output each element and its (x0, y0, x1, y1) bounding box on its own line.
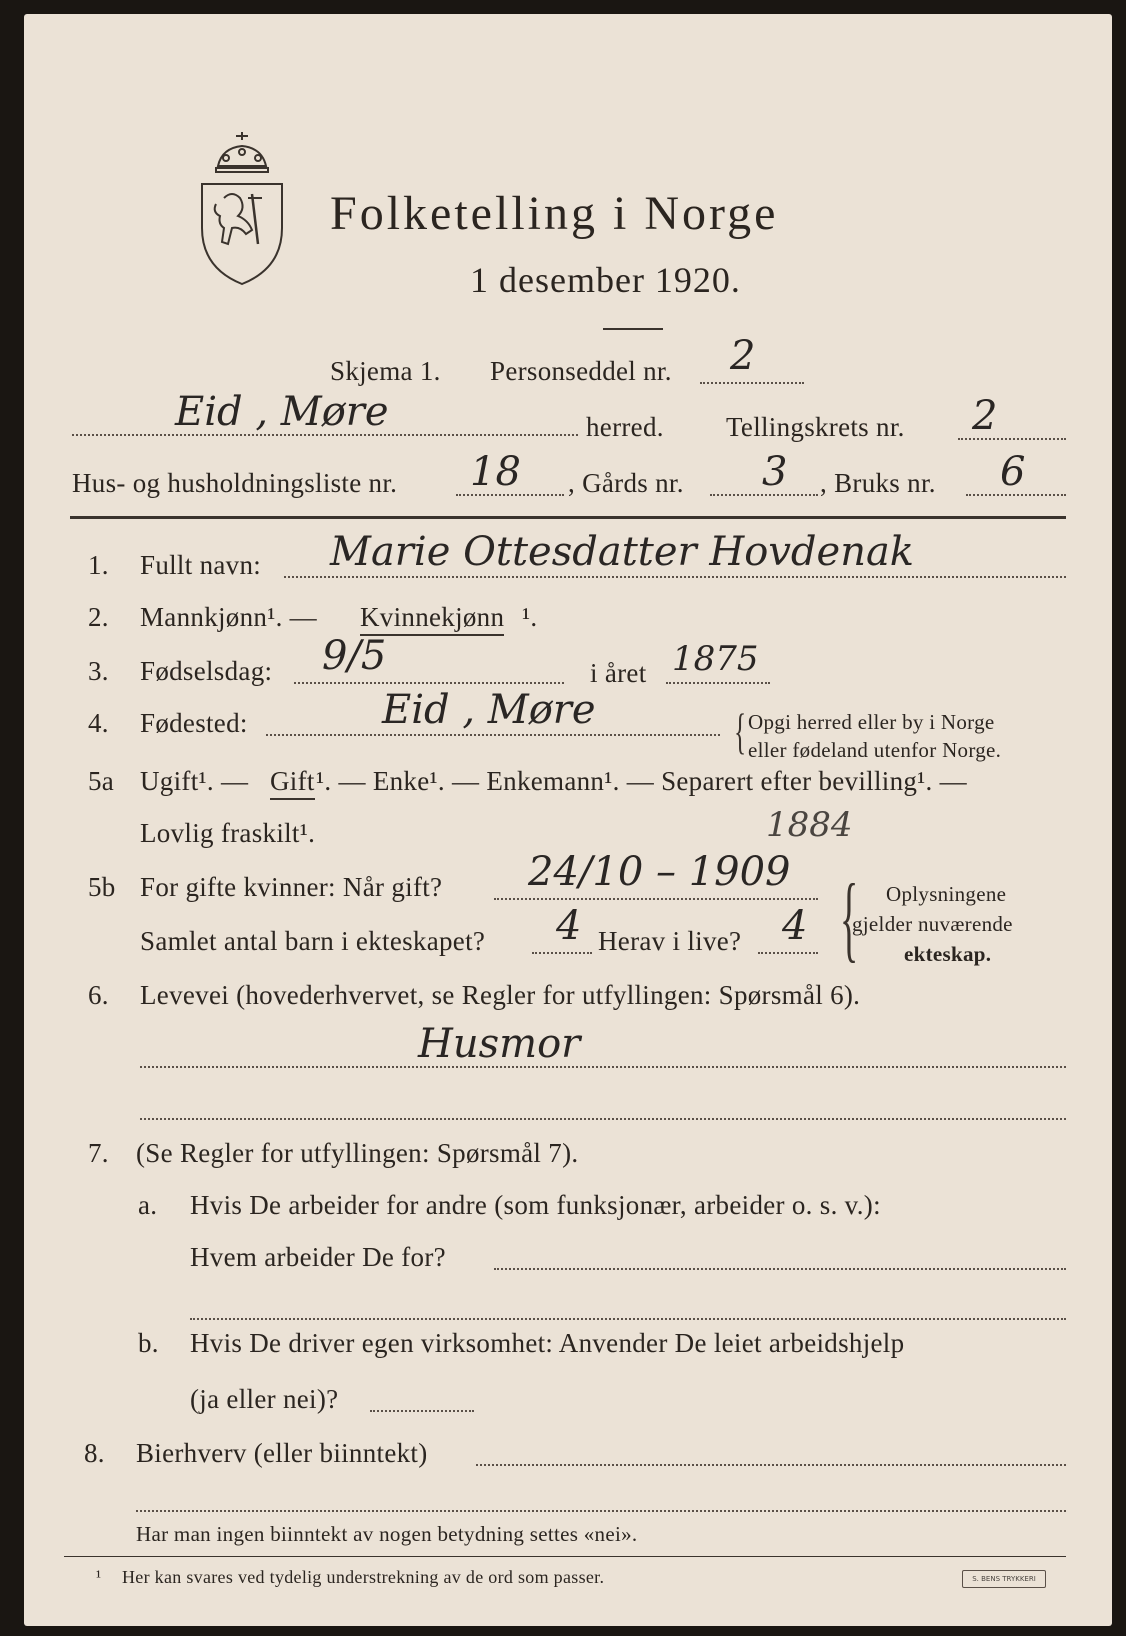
gift-option: Gift (270, 768, 315, 800)
q5b-number: 5b (88, 872, 116, 902)
full-name-value: Marie Ottesdatter Hovdenak (330, 529, 915, 575)
birthday-value: 9/5 (322, 633, 387, 679)
tellingskrets-value: 2 (972, 393, 998, 439)
marital-other-options: ¹. — Enke¹. — Enkemann¹. — Separert efter bevilling¹. — (316, 766, 967, 796)
mannkjonn-option: Mannkjønn¹. — (140, 602, 317, 632)
q3-number: 3. (88, 656, 109, 686)
barn-value: 4 (556, 903, 582, 949)
gards-label: , Gårds nr. (568, 468, 684, 498)
personseddel-label: Personseddel nr. (490, 356, 672, 386)
coat-of-arms-icon (196, 128, 288, 288)
q5b-note-line1: Oplysningene (886, 882, 1007, 906)
printer-stamp (962, 1570, 1046, 1588)
barn-field (532, 952, 592, 954)
q6-label: Levevei (hovederhvervet, se Regler for utfyllingen: Spørsmål 6). (140, 980, 861, 1010)
q7-label: (Se Regler for utfyllingen: Spørsmål 7). (136, 1138, 579, 1168)
live-field (758, 952, 818, 954)
form-date: 1 desember 1920. (470, 260, 741, 300)
q2-number: 2. (88, 602, 109, 632)
occupation-field-2 (140, 1118, 1066, 1120)
q1-number: 1. (88, 550, 109, 580)
employer-field-2 (190, 1318, 1066, 1320)
form-title: Folketelling i Norge (330, 187, 779, 240)
barn-label: Samlet antal barn i ekteskapet? (140, 926, 486, 956)
hired-help-field (370, 1410, 474, 1412)
q7b-line2: (ja eller nei)? (190, 1384, 339, 1414)
live-value: 4 (782, 903, 808, 949)
q5b-note-line3: ekteskap. (904, 942, 992, 966)
q4-number: 4. (88, 708, 109, 738)
personseddel-field (700, 382, 804, 384)
herred-label: herred. (586, 412, 664, 442)
side-income-field-2 (136, 1510, 1066, 1512)
q7a-line1: Hvis De arbeider for andre (som funksjonær, arbeider o. s. v.): (190, 1190, 881, 1220)
herred-value: Eid , Møre (175, 389, 389, 435)
hus-value: 18 (470, 449, 521, 495)
birthday-field (294, 682, 564, 684)
footnote-mark: ¹ (96, 1567, 102, 1586)
q4-label: Fødested: (140, 708, 248, 738)
birthplace-value: Eid , Møre (382, 687, 596, 733)
live-label: Herav i live? (598, 926, 742, 956)
full-name-field (284, 576, 1066, 578)
footnote-text: Her kan svares ved tydelig understrekning av de ord som passer. (122, 1567, 605, 1587)
q8-label: Bierhverv (eller biinntekt) (136, 1438, 428, 1468)
bruks-value: 6 (1000, 449, 1026, 495)
footnote-divider (64, 1556, 1066, 1557)
fraskilt-option: Lovlig fraskilt¹. (140, 818, 316, 848)
q4-brace: { (734, 703, 747, 759)
marital-annotation: 1884 (766, 805, 853, 845)
q4-note-line2: eller fødeland utenfor Norge. (748, 738, 1002, 762)
q3-label: Fødselsdag: (140, 656, 273, 686)
hus-label: Hus- og husholdningsliste nr. (72, 468, 398, 498)
bruks-label: , Bruks nr. (820, 468, 936, 498)
side-income-field-1 (476, 1464, 1066, 1466)
birth-year-value: 1875 (672, 639, 759, 679)
q8-number: 8. (84, 1438, 105, 1468)
q7-number: 7. (88, 1138, 109, 1168)
printer-stamp-text: S. BENS TRYKKERI (972, 1575, 1036, 1583)
married-date-field (494, 898, 818, 900)
q5b-label: For gifte kvinner: Når gift? (140, 872, 443, 902)
q1-label: Fullt navn: (140, 550, 262, 580)
tellingskrets-label: Tellingskrets nr. (726, 412, 905, 442)
q7b-line1: Hvis De driver egen virksomhet: Anvender De leiet arbeidshjelp (190, 1328, 905, 1358)
q7a-letter: a. (138, 1190, 158, 1220)
kvinnekjonn-option: Kvinnekjønn (360, 604, 504, 636)
occupation-value: Husmor (418, 1021, 581, 1067)
year-label: i året (590, 658, 647, 688)
employer-field-1 (494, 1268, 1066, 1270)
occupation-field-1 (140, 1066, 1066, 1068)
q7a-line2: Hvem arbeider De for? (190, 1242, 446, 1272)
skjema-label: Skjema 1. (330, 356, 441, 386)
q7b-letter: b. (138, 1328, 159, 1358)
q5b-note-line2: gjelder nuværende (852, 912, 1013, 936)
kvinnekjonn-footnote: ¹. (522, 602, 538, 632)
header-divider (70, 516, 1066, 519)
married-date-value: 24/10 – 1909 (528, 849, 791, 895)
q5b-brace: { (839, 864, 859, 971)
birth-year-field (666, 682, 770, 684)
q6-number: 6. (88, 980, 109, 1010)
gards-value: 3 (762, 449, 788, 495)
footer-note: Har man ingen biinntekt av nogen betydning settes «nei». (136, 1522, 638, 1546)
title-divider (603, 328, 663, 330)
personseddel-value: 2 (730, 333, 756, 379)
birthplace-field (266, 734, 720, 736)
q4-note-line1: Opgi herred eller by i Norge (748, 710, 995, 734)
ugift-option: Ugift¹. — (140, 766, 249, 796)
q5a-number: 5a (88, 766, 115, 796)
